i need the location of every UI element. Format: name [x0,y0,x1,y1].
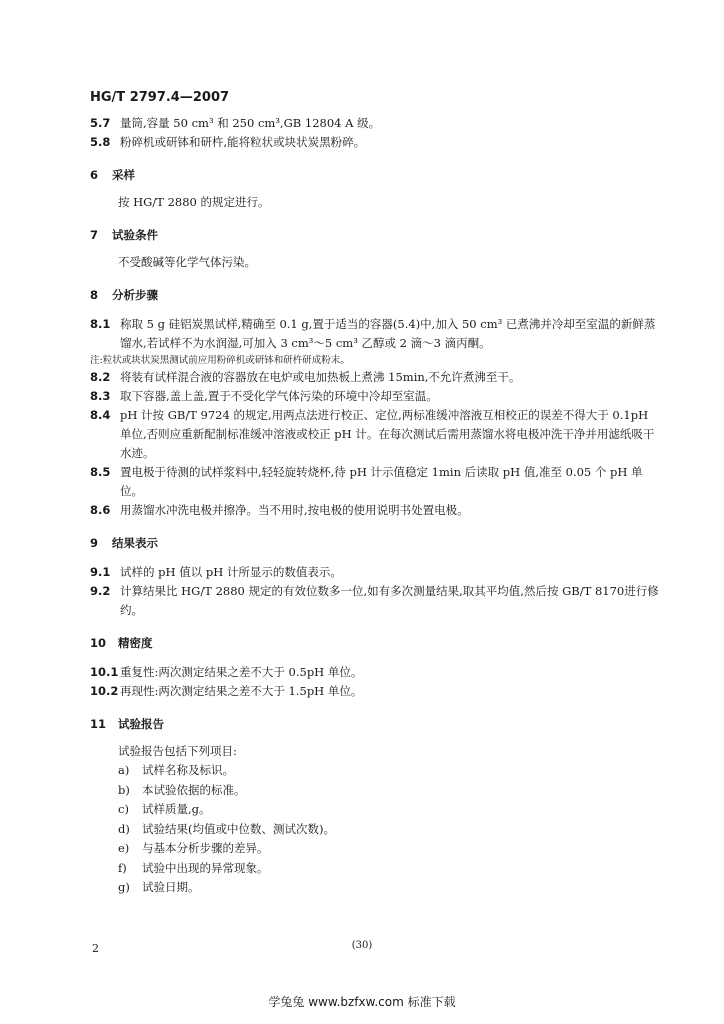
section-title: 精密度 [118,636,153,650]
section-title: 试验条件 [112,228,158,242]
step-text: 再现性:两次测定结果之差不大于 1.5pH 单位。 [120,684,363,698]
list-item-text: 试验结果(均值或中位数、测试次数)。 [142,821,335,836]
list-item [118,859,662,879]
watermark-text: 学兔兔 www.bzfxw.com 标准下载 [268,995,456,1009]
section-9-heading [90,534,662,553]
step-number: 8.1 [90,317,111,331]
list-item [118,781,662,801]
section-title: 采样 [112,168,135,182]
list-item-text: 试验中出现的异常现象。 [142,860,269,875]
step-8-1 [90,315,662,353]
section-number: 11 [90,717,107,731]
report-intro: 试验报告包括下列项目: [118,744,237,758]
list-item-text: 本试验依据的标准。 [142,782,246,797]
list-item-label: c) [118,802,129,816]
step-text: pH 计按 GB/T 9724 的规定,用两点法进行校正、定位,两标准缓冲溶液互相校正的误差不得大于 0.1pH 单位,否则应重新配制标准缓冲溶液或校正 pH 计。在每次测试后需用蒸馏水将电极冲洗干净并用滤纸吸干水迹。 [120,408,655,460]
step-text: 将装有试样混合液的容器放在电炉或电加热板上煮沸 15min,不允许煮沸至干。 [120,370,521,384]
list-item-label: e) [118,841,130,855]
step-8-2 [90,368,662,387]
section-number: 9 [90,536,99,550]
step-text: 试样的 pH 值以 pH 计所显示的数值表示。 [120,565,342,579]
document-body [90,114,662,898]
step-8-6 [90,501,662,520]
list-item-label: f) [118,860,127,875]
step-text: 称取 5 g 硅铝炭黑试样,精确至 0.1 g,置于适当的容器(5.4)中,加入 50 cm³ 已煮沸并冷却至室温的新鲜蒸馏水,若试样不为水润湿,可加入 3 cm³～5 cm³ 乙醇或 2 滴～3 滴丙酮。 [120,317,656,350]
item-text: 粉碎机或研钵和研杵,能将粒状或块状炭黑粉碎。 [120,135,366,149]
item-number: 5.7 [90,116,111,130]
step-text: 取下容器,盖上盖,置于不受化学气体污染的环境中冷却至室温。 [120,389,438,403]
section-6-text: 按 HG/T 2880 的规定进行。 [118,195,270,209]
page-mark: (30) [351,940,373,951]
section-title: 试验报告 [118,717,164,731]
step-text: 计算结果比 HG/T 2880 规定的有效位数多一位,如有多次测量结果,取其平均值,然后按 GB/T 8170进行修约。 [120,584,659,617]
section-number: 7 [90,228,99,242]
item-number: 5.8 [90,135,111,149]
step-number: 10.1 [90,665,119,679]
step-number: 8.5 [90,465,111,479]
list-item [118,800,662,820]
step-8-4 [90,406,662,463]
list-item-text: 试验日期。 [142,880,200,894]
item-5-7 [90,114,662,133]
section-number: 6 [90,168,99,182]
list-item [118,839,662,859]
item-text: 量筒,容量 50 cm³ 和 250 cm³,GB 12804 A 级。 [120,116,381,130]
section-7-heading [90,226,662,245]
step-10-2 [90,682,662,701]
list-item-label: d) [118,821,130,836]
section-8-heading [90,286,662,305]
standard-code: HG/T 2797.4—2007 [90,90,230,105]
step-number: 8.2 [90,370,111,384]
step-number: 8.6 [90,503,111,517]
list-item [118,761,662,781]
step-number: 8.3 [90,389,111,403]
step-number: 9.2 [90,584,111,598]
section-10-heading [90,634,662,653]
section-7-text: 不受酸碱等化学气体污染。 [118,255,256,269]
step-number: 8.4 [90,408,111,422]
list-item-text: 试样名称及标识。 [142,763,234,777]
section-title: 分析步骤 [112,288,158,302]
step-number: 9.1 [90,565,111,579]
list-item-label: a) [118,763,130,777]
report-items-list [90,761,662,898]
step-10-1 [90,663,662,682]
step-8-3 [90,387,662,406]
step-9-2 [90,582,662,620]
list-item-label: b) [118,782,130,797]
list-item [118,878,662,898]
section-number: 8 [90,288,99,302]
step-text: 置电极于待测的试样浆料中,轻轻旋转烧杯,待 pH 计示值稳定 1min 后读取 pH 值,准至 0.05 个 pH 单位。 [120,465,643,498]
list-item-text: 试样质量,g。 [142,802,211,816]
list-item-text: 与基本分析步骤的差异。 [142,841,269,855]
step-text: 重复性:两次测定结果之差不大于 0.5pH 单位。 [120,665,363,679]
section-11-heading [90,715,662,734]
section-6-heading [90,166,662,185]
item-5-8 [90,133,662,152]
step-9-1 [90,563,662,582]
step-number: 10.2 [90,684,119,698]
note-text: 注:粒状或块状炭黑测试前应用粉碎机或研钵和研杵研成粉末。 [90,355,350,366]
section-title: 结果表示 [112,536,158,550]
list-item-label: g) [118,880,130,894]
step-text: 用蒸馏水冲洗电极并擦净。当不用时,按电极的使用说明书处置电极。 [120,503,469,517]
list-item [118,820,662,840]
step-8-5 [90,463,662,501]
section-number: 10 [90,636,107,650]
page-number: 2 [92,942,99,955]
